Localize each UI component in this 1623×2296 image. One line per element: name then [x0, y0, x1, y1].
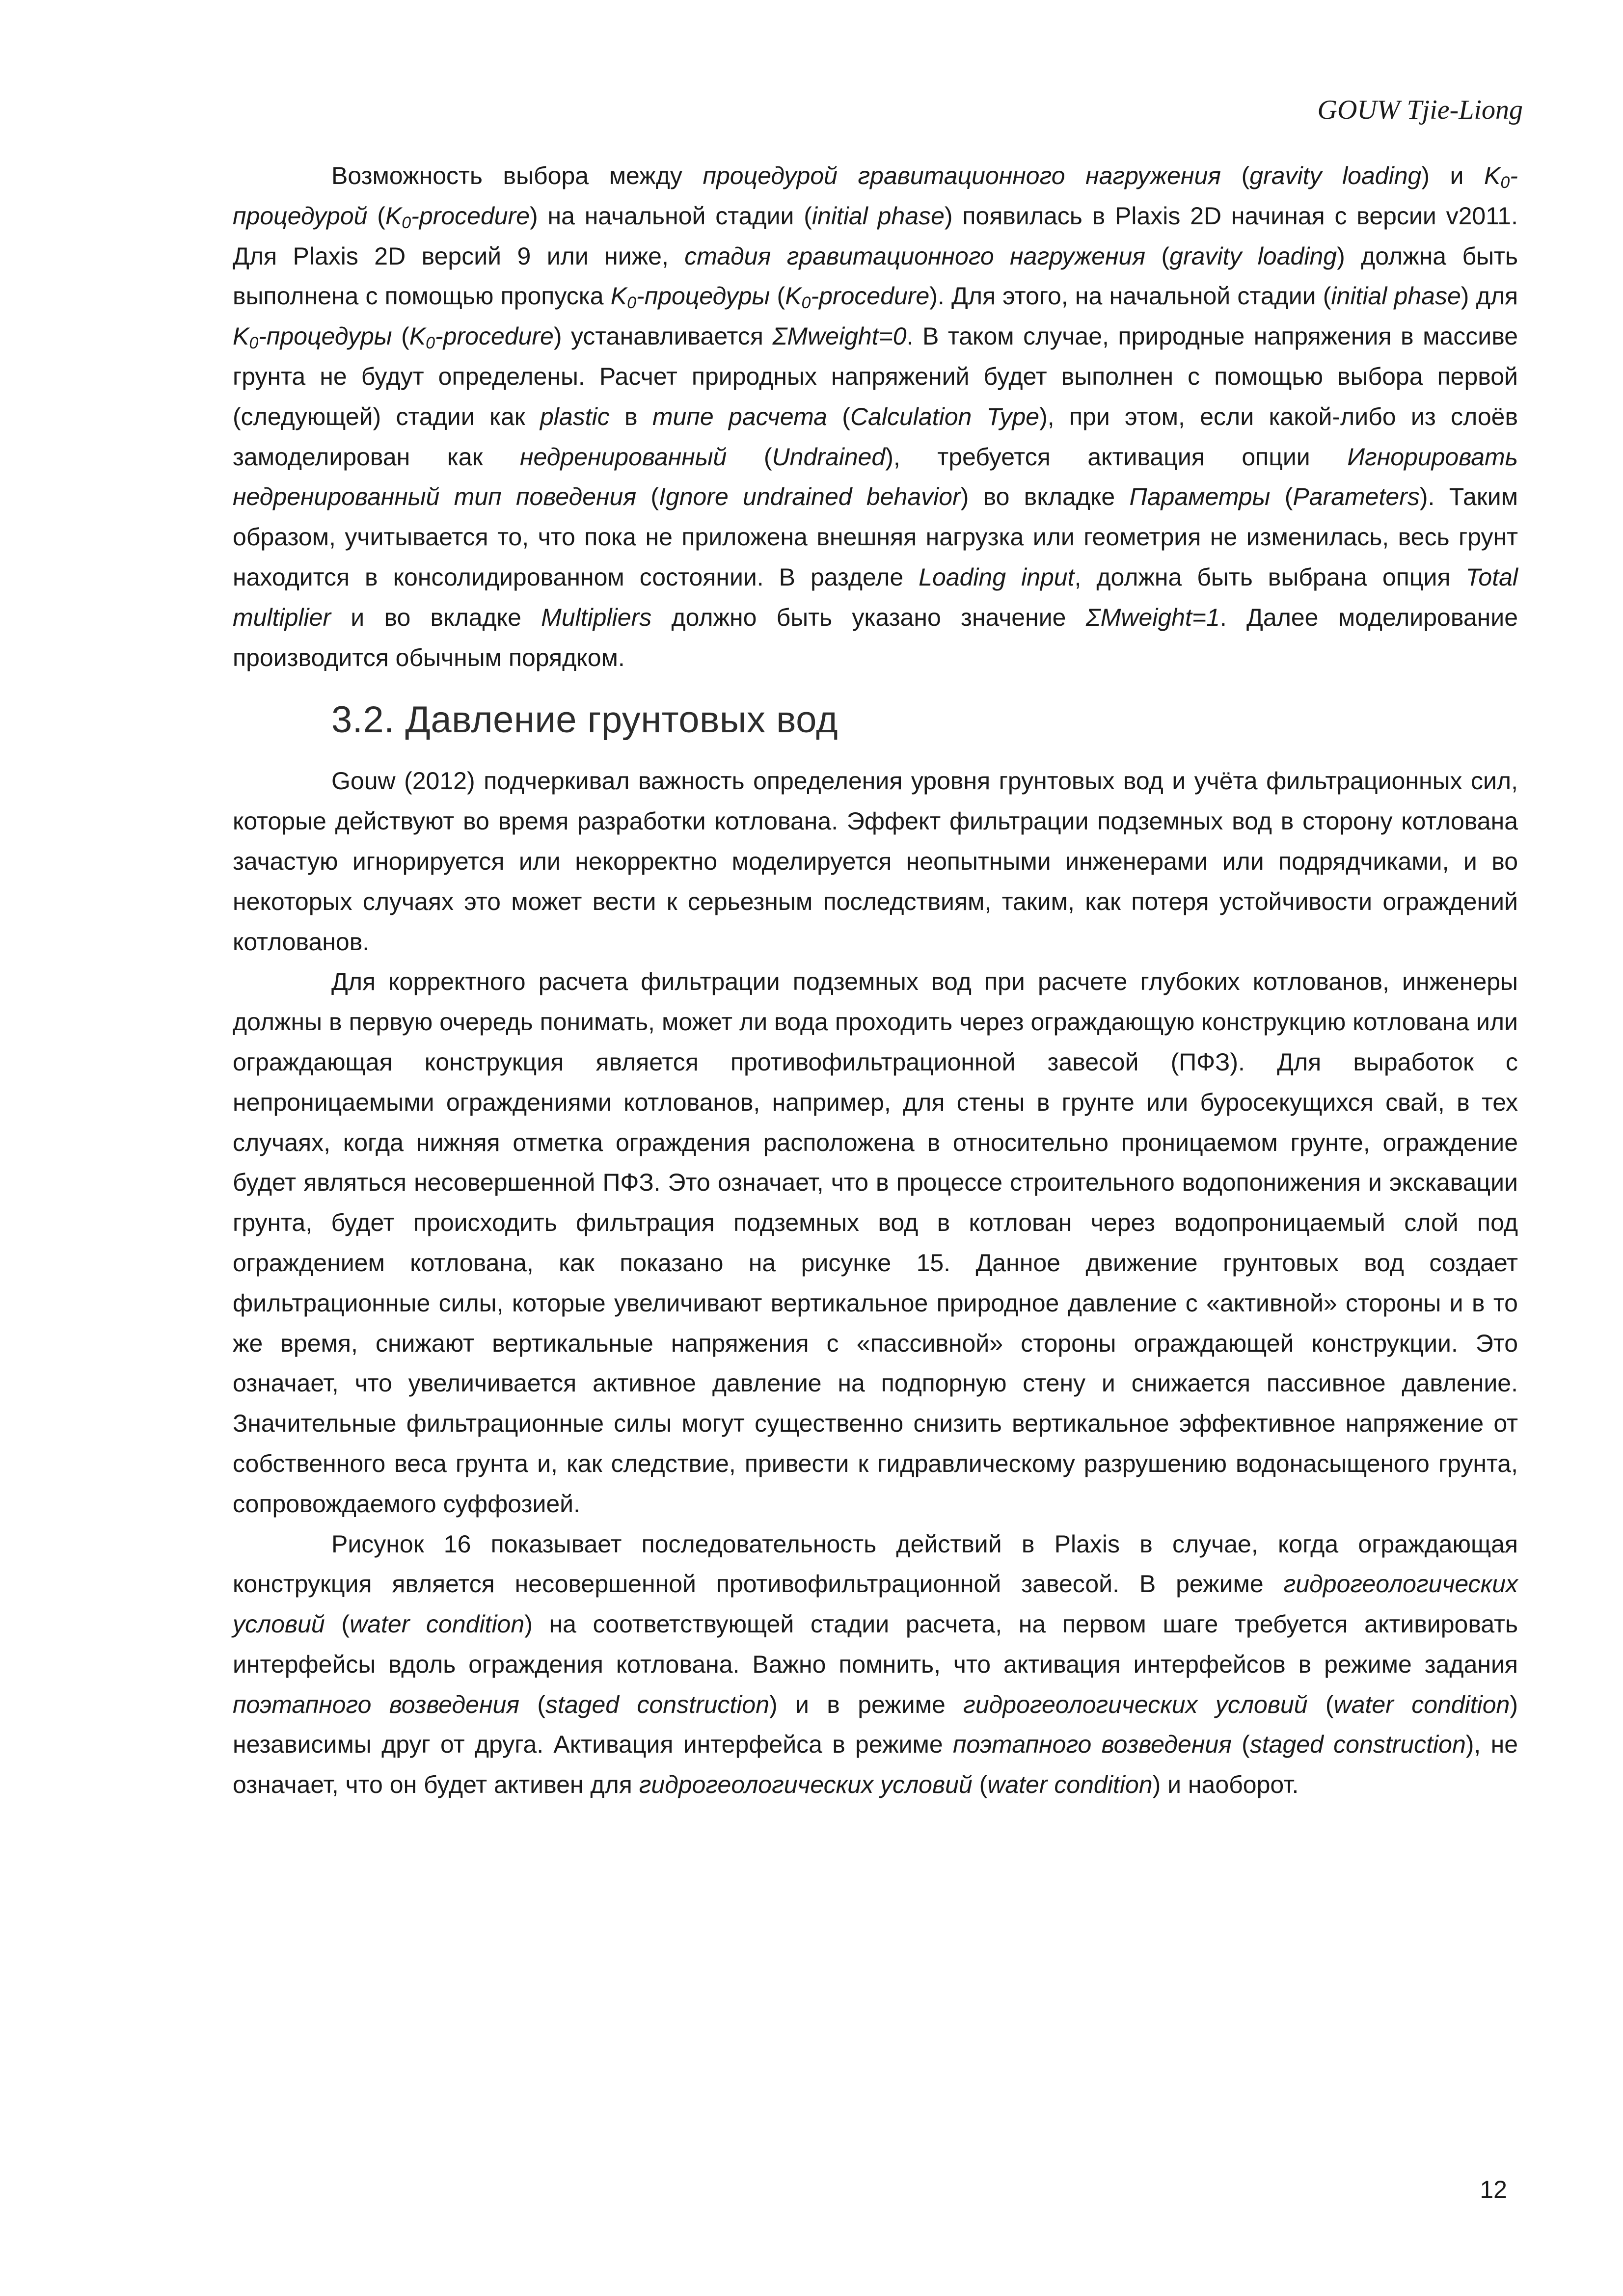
italic-term: гидрогеологических условий: [963, 1690, 1308, 1718]
text-run: (: [727, 443, 772, 471]
italic-term: water condition: [987, 1771, 1153, 1799]
italic-term: Total multiplier: [233, 563, 1518, 631]
italic-term: поэтапного возведения: [233, 1690, 519, 1718]
italic-term: water condition: [1333, 1690, 1510, 1718]
italic-term: Calculation Type: [850, 402, 1040, 430]
italic-term: Undrained: [772, 443, 886, 471]
text-run: (: [1231, 1731, 1250, 1759]
italic-term: -procedure: [435, 322, 554, 350]
italic-term: K: [610, 282, 627, 310]
subscript-text: 0: [1500, 173, 1510, 192]
text-run: (: [1270, 483, 1293, 511]
running-header-author: GOUW Tjie-Liong: [1317, 95, 1523, 125]
text-run: ) и наоборот.: [1152, 1771, 1299, 1799]
italic-term: Loading input: [919, 563, 1075, 591]
italic-term: ΣMweight=1: [1085, 603, 1220, 631]
italic-term: Игнорировать недренированный тип поведения: [233, 443, 1518, 511]
text-run: . В таком случае, природные напряжения в массиве грунта не будут определены. Расчет природных напряжений будет выполнен с помощью выбора первой (следующей) стадии как: [233, 322, 1518, 430]
paragraph-gouw-2012: [233, 761, 1518, 962]
text-run: Возможность выбора между: [331, 162, 703, 189]
text-run: (: [827, 402, 850, 430]
italic-term: initial phase: [1331, 282, 1461, 310]
text-run: Рисунок 16 показывает последовательность действий в Plaxis в случае, когда ограждающая конструкция является несовершенной противофильтрационной завесой. В режиме: [233, 1530, 1518, 1598]
italic-term: K: [1484, 162, 1501, 189]
text-run: (: [770, 282, 785, 310]
paragraph-figure-16-procedure: [233, 1524, 1518, 1806]
italic-term: стадия гравитационного нагружения: [684, 242, 1146, 270]
text-run: ), требуется активация опции: [885, 443, 1348, 471]
italic-term: Multipliers: [541, 603, 652, 631]
text-run: в: [609, 402, 652, 430]
subscript-text: 0: [801, 294, 811, 313]
text-run: . Далее моделирование производится обычным порядком.: [233, 603, 1518, 671]
text-run: ) и: [1421, 162, 1485, 189]
section-body: [233, 761, 1518, 1805]
italic-term: water condition: [350, 1610, 525, 1638]
subscript-text: 0: [426, 334, 435, 353]
italic-term: initial phase: [812, 202, 945, 230]
italic-term: plastic: [540, 402, 610, 430]
text-run: ) на начальной стадии (: [530, 202, 812, 230]
italic-term: staged construction: [545, 1690, 770, 1718]
text-run: (: [636, 483, 659, 511]
italic-term: -процедуры: [636, 282, 770, 310]
text-run: ). Для этого, на начальной стадии (: [929, 282, 1331, 310]
text-run: , должна быть выбрана опция: [1074, 563, 1466, 591]
italic-term: Parameters: [1293, 483, 1420, 511]
italic-term: -процедурой: [233, 162, 1518, 230]
subscript-text: 0: [402, 213, 411, 232]
text-run: Gouw (2012) подчеркивал важность определения уровня грунтовых вод и учёта фильтрационных сил, которые действуют во время разработки котлована. Эффект фильтрации подземных вод в сторону котлована зачастую игнорируется или некорректно моделируется неопытными инженерами или подрядчиками, и во некоторых случаях это может вести к серьезным последствиям, таким, как потеря устойчивости ограждений котлованов.: [233, 767, 1518, 956]
text-run: (: [392, 322, 409, 350]
text-run: (: [367, 202, 385, 230]
italic-term: -процедуры: [258, 322, 392, 350]
italic-term: гидрогеологических условий: [639, 1771, 973, 1799]
italic-term: гидрогеологических условий: [233, 1570, 1518, 1638]
text-run: (: [1307, 1690, 1334, 1718]
text-run: ) устанавливается: [553, 322, 773, 350]
text-run: должно быть указано значение: [651, 603, 1086, 631]
italic-term: поэтапного возведения: [952, 1731, 1232, 1759]
italic-term: K: [785, 282, 802, 310]
italic-term: ΣMweight=0: [772, 322, 907, 350]
text-run: ), при этом, если какой-либо из слоёв замоделирован как: [233, 402, 1518, 471]
subscript-text: 0: [249, 334, 259, 353]
italic-term: K: [409, 322, 426, 350]
paragraph-seepage-calculation: [233, 962, 1518, 1524]
italic-term: типе расчета: [652, 402, 827, 430]
text-run: (: [1145, 242, 1170, 270]
text-run: ). Таким образом, учитывается то, что пока не приложена внешняя нагрузка или геометрия не изменилась, весь грунт находится в консолидированном состоянии. В разделе: [233, 483, 1518, 591]
text-run: ), не означает, что он будет активен для: [233, 1731, 1518, 1799]
italic-term: процедурой гравитационного нагружения: [703, 162, 1221, 189]
italic-term: -procedure: [811, 282, 930, 310]
text-run: ) появилась в Plaxis 2D начиная с версии v2011. Для Plaxis 2D версий 9 или ниже,: [233, 202, 1518, 270]
paragraph-gravity-loading: [233, 156, 1518, 678]
italic-term: Параметры: [1129, 483, 1271, 511]
text-run: (: [519, 1690, 545, 1718]
italic-term: -procedure: [411, 202, 530, 230]
italic-term: недренированный: [519, 443, 727, 471]
text-run: (: [325, 1610, 350, 1638]
italic-term: gravity loading: [1169, 242, 1337, 270]
text-run: (: [972, 1771, 988, 1799]
text-run: Для корректного расчета фильтрации подземных вод при расчете глубоких котлованов, инженеры должны в первую очередь понимать, может ли вода проходить через ограждающую конструкцию котлована или ограждающая конструкция является противофильтрационной завесой (ПФЗ). Для выработок с непроницаемыми ограждениями котлованов, например, для стены в грунте или буросекущихся свай, в тех случаях, когда нижняя отметка ограждения расположена в относительно проницаемом грунте, ограждение будет являться несовершенной ПФЗ. Это означает, что в процессе строительного водопонижения и экскавации грунта, будет происходить фильтрация подземных вод в котлован через водопроницаемый слой под ограждением котлована, как показано на рисунке 15. Данное движение грунтовых вод создает фильтрационные силы, которые увеличивают вертикальное природное давление с «активной» стороны и в то же время, снижают вертикальные напряжения с «пассивной» стороны ограждающей конструкции. Это означает, что увеличивается активное давление на подпорную стену и снижается пассивное давление. Значительные фильтрационные силы могут существенно снизить вертикальное эффективное напряжение от собственного веса грунта и, как следствие, привести к гидравлическому разрушению водонасыщеного грунта, сопровождаемого суффозией.: [233, 968, 1518, 1518]
text-run: ) во вкладке: [960, 483, 1130, 511]
italic-term: gravity loading: [1249, 162, 1422, 189]
text-run: ) должна быть выполнена с помощью пропуска: [233, 242, 1518, 310]
section-heading-groundwater: 3.2. Давление грунтовых вод: [331, 699, 839, 741]
text-run: ) на соответствующей стадии расчета, на первом шаге требуется активировать интерфейсы вдоль ограждения котлована. Важно помнить, что активация интерфейсов в режиме задания: [233, 1610, 1518, 1678]
text-run: и во вкладке: [331, 603, 541, 631]
text-run: ) для: [1461, 282, 1518, 310]
page-content: [233, 156, 1518, 1805]
text-run: ) и в режиме: [769, 1690, 964, 1718]
text-run: ) независимы друг от друга. Активация интерфейса в режиме: [233, 1690, 1518, 1759]
subscript-text: 0: [627, 294, 637, 313]
page-number: 12: [1480, 2176, 1507, 2203]
italic-term: staged construction: [1249, 1731, 1466, 1759]
italic-term: K: [233, 322, 249, 350]
text-run: (: [1221, 162, 1250, 189]
italic-term: Ignore undrained behavior: [659, 483, 961, 511]
italic-term: K: [385, 202, 402, 230]
